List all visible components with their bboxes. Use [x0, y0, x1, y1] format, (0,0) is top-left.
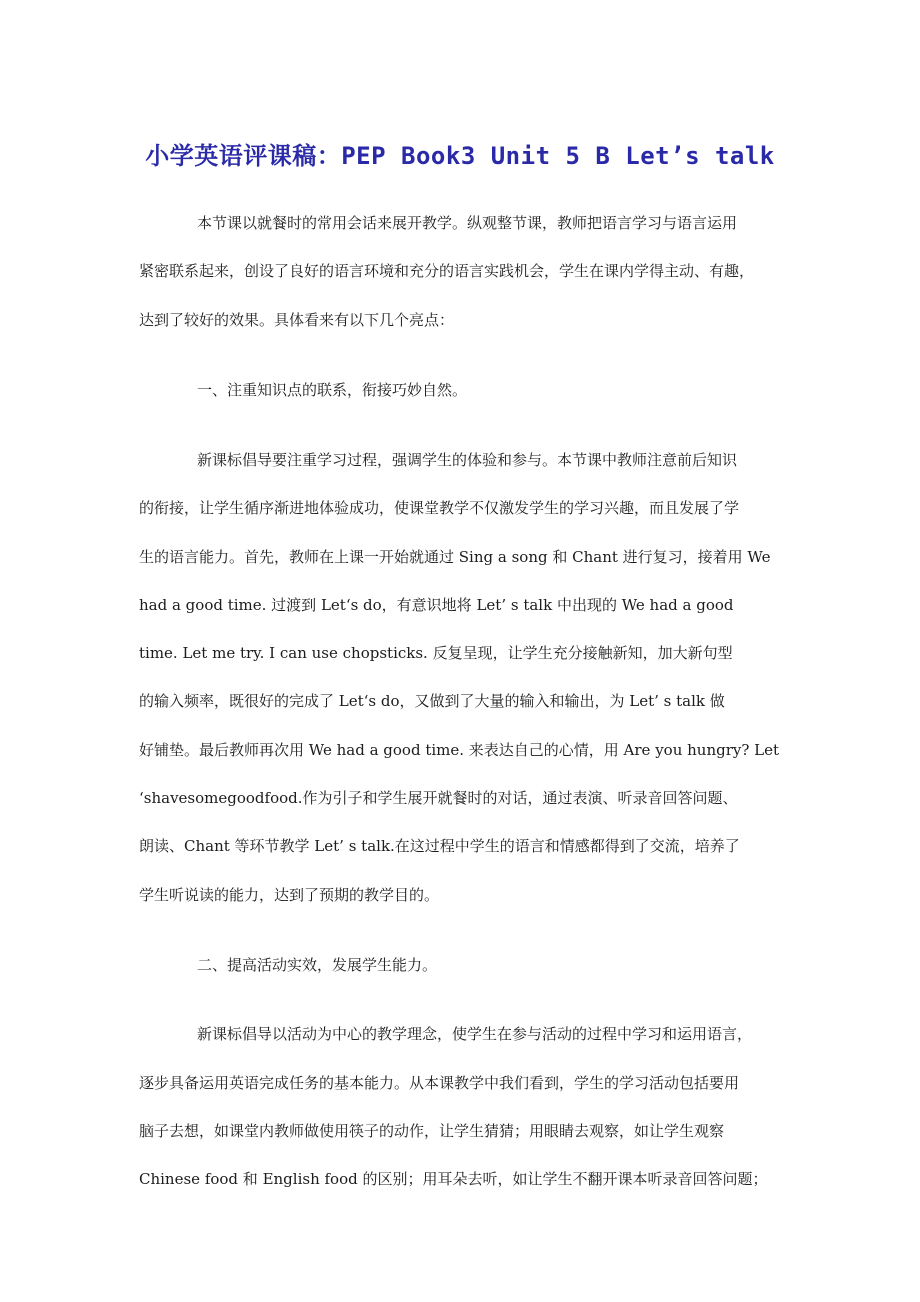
paragraph-line: time. Let me try. I can use chopsticks. 反复呈现，让学生充分接触新知，加大新句型: [139, 644, 733, 662]
section-heading: 一、注重知识点的联系，衔接巧妙自然。: [197, 381, 468, 399]
paragraph-line: 本节课以就餐时的常用会话来展开教学。纵观整节课，教师把语言学习与语言运用: [197, 214, 738, 232]
paragraph-line: 脑子去想，如课堂内教师做使用筷子的动作，让学生猜猜；用眼睛去观察，如让学生观察: [139, 1122, 725, 1140]
paragraph-line: ‘shavesomegoodfood.作为引子和学生展开就餐时的对话，通过表演、听录音回答问题、: [139, 789, 738, 807]
paragraph-line: Chinese food 和 English food 的区别；用耳朵去听，如让学生不翻开课本听录音回答问题；: [139, 1170, 768, 1188]
paragraph-line: 生的语言能力。首先，教师在上课一开始就通过 Sing a song 和 Chant 进行复习，接着用 We: [139, 548, 771, 566]
paragraph-line: 朗读、Chant 等环节教学 Let’ s talk.在这过程中学生的语言和情感都得到了交流，培养了: [139, 837, 740, 855]
paragraph-line: 紧密联系起来，创设了良好的语言环境和充分的语言实践机会，学生在课内学得主动、有趣，: [139, 262, 755, 280]
paragraph-line: 新课标倡导以活动为中心的教学理念，使学生在参与活动的过程中学习和运用语言，: [197, 1025, 753, 1043]
paragraph-line: 的输入频率，既很好的完成了 Let‘s do，又做到了大量的输入和输出，为 Let’ s talk 做: [139, 692, 725, 710]
paragraph-line: 新课标倡导要注重学习过程，强调学生的体验和参与。本节课中教师注意前后知识: [197, 451, 738, 469]
section-heading: 二、提高活动实效，发展学生能力。: [197, 956, 438, 974]
document-title: 小学英语评课稿：PEP Book3 Unit 5 B Let’s talk: [145, 142, 775, 170]
paragraph-line: 的衔接，让学生循序渐进地体验成功，使课堂教学不仅激发学生的学习兴趣，而且发展了学: [139, 499, 740, 517]
paragraph-line: 逐步具备运用英语完成任务的基本能力。从本课教学中我们看到，学生的学习活动包括要用: [139, 1074, 740, 1092]
paragraph-line: had a good time. 过渡到 Let‘s do，有意识地将 Let’ s talk 中出现的 We had a good: [139, 596, 734, 614]
paragraph-line: 达到了较好的效果。具体看来有以下几个亮点：: [139, 311, 455, 329]
paragraph-line: 好铺垫。最后教师再次用 We had a good time. 来表达自己的心情，用 Are you hungry? Let: [139, 741, 780, 759]
paragraph-line: 学生听说读的能力，达到了预期的教学目的。: [139, 886, 440, 904]
